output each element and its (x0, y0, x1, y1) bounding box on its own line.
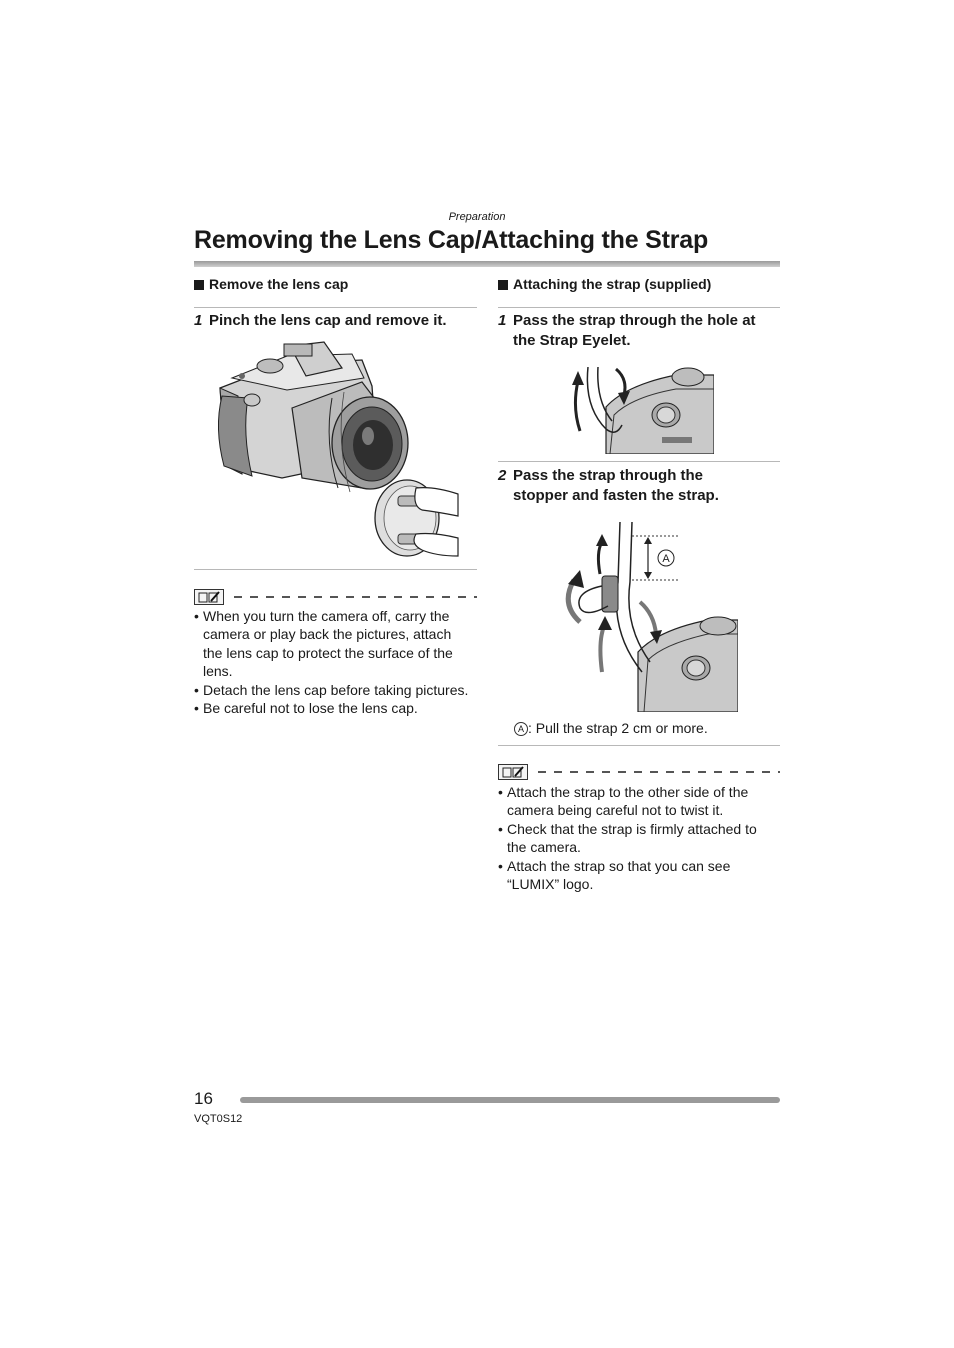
dashed-line (234, 596, 477, 598)
note-header (498, 764, 780, 780)
divider (498, 307, 780, 308)
section-label: Preparation (448, 211, 506, 223)
strap-eyelet-illustration (566, 367, 714, 454)
marker-a-icon: A (514, 722, 528, 736)
step-1-right (498, 311, 780, 351)
divider (194, 307, 477, 308)
square-bullet-icon (498, 280, 508, 290)
step-text-line: stopper and fasten the strap. (513, 487, 719, 504)
page-number: 16 (194, 1089, 213, 1108)
strap-stopper-illustration (558, 522, 738, 712)
divider (194, 569, 477, 570)
step-text-line: Pass the strap through the hole at (513, 312, 756, 329)
step-number: 1 (498, 312, 507, 329)
figure-marker-a: A (662, 553, 670, 565)
note-item: • Detach the lens cap before taking pictures. (194, 681, 474, 699)
step-number: 2 (498, 467, 507, 484)
divider (498, 461, 780, 462)
note-pencil-icon (194, 589, 224, 605)
note-item: • Attach the strap to the other side of the camera being careful not to twist it. (498, 783, 780, 820)
model-code: VQT0S12 (194, 1113, 243, 1125)
page-title: Removing the Lens Cap/Attaching the Strap (194, 226, 709, 254)
note-pencil-icon (498, 764, 528, 780)
subhead-attaching-strap: Attaching the strap (supplied) (498, 276, 711, 292)
note-item: • Attach the strap so that you can see “LUMIX” logo. (498, 857, 780, 894)
strap-caption: A : Pull the strap 2 cm or more. (514, 720, 708, 736)
note-item: • When you turn the camera off, carry the camera or play back the pictures, attach the lens cap to protect the surface of the lens. (194, 607, 474, 681)
step-1-left (194, 311, 477, 331)
subhead-remove-lens-cap: Remove the lens cap (194, 276, 348, 292)
note-item: • Check that the strap is firmly attached to the camera. (498, 820, 780, 857)
dashed-line (538, 771, 780, 773)
square-bullet-icon (194, 280, 204, 290)
step-number: 1 (194, 312, 203, 329)
title-rule (194, 261, 780, 267)
note-item: • Be careful not to lose the lens cap. (194, 699, 474, 717)
note-header (194, 589, 477, 605)
step-text-line: Pass the strap through the (513, 467, 704, 484)
lens-cap-notes (194, 607, 474, 717)
strap-notes (498, 783, 780, 893)
camera-lens-cap-illustration (212, 338, 462, 562)
step-text: Pinch the lens cap and remove it. (209, 312, 447, 329)
divider (498, 745, 780, 746)
step-text-line: the Strap Eyelet. (513, 332, 631, 349)
step-2-right (498, 466, 780, 506)
footer-rule (240, 1097, 780, 1103)
